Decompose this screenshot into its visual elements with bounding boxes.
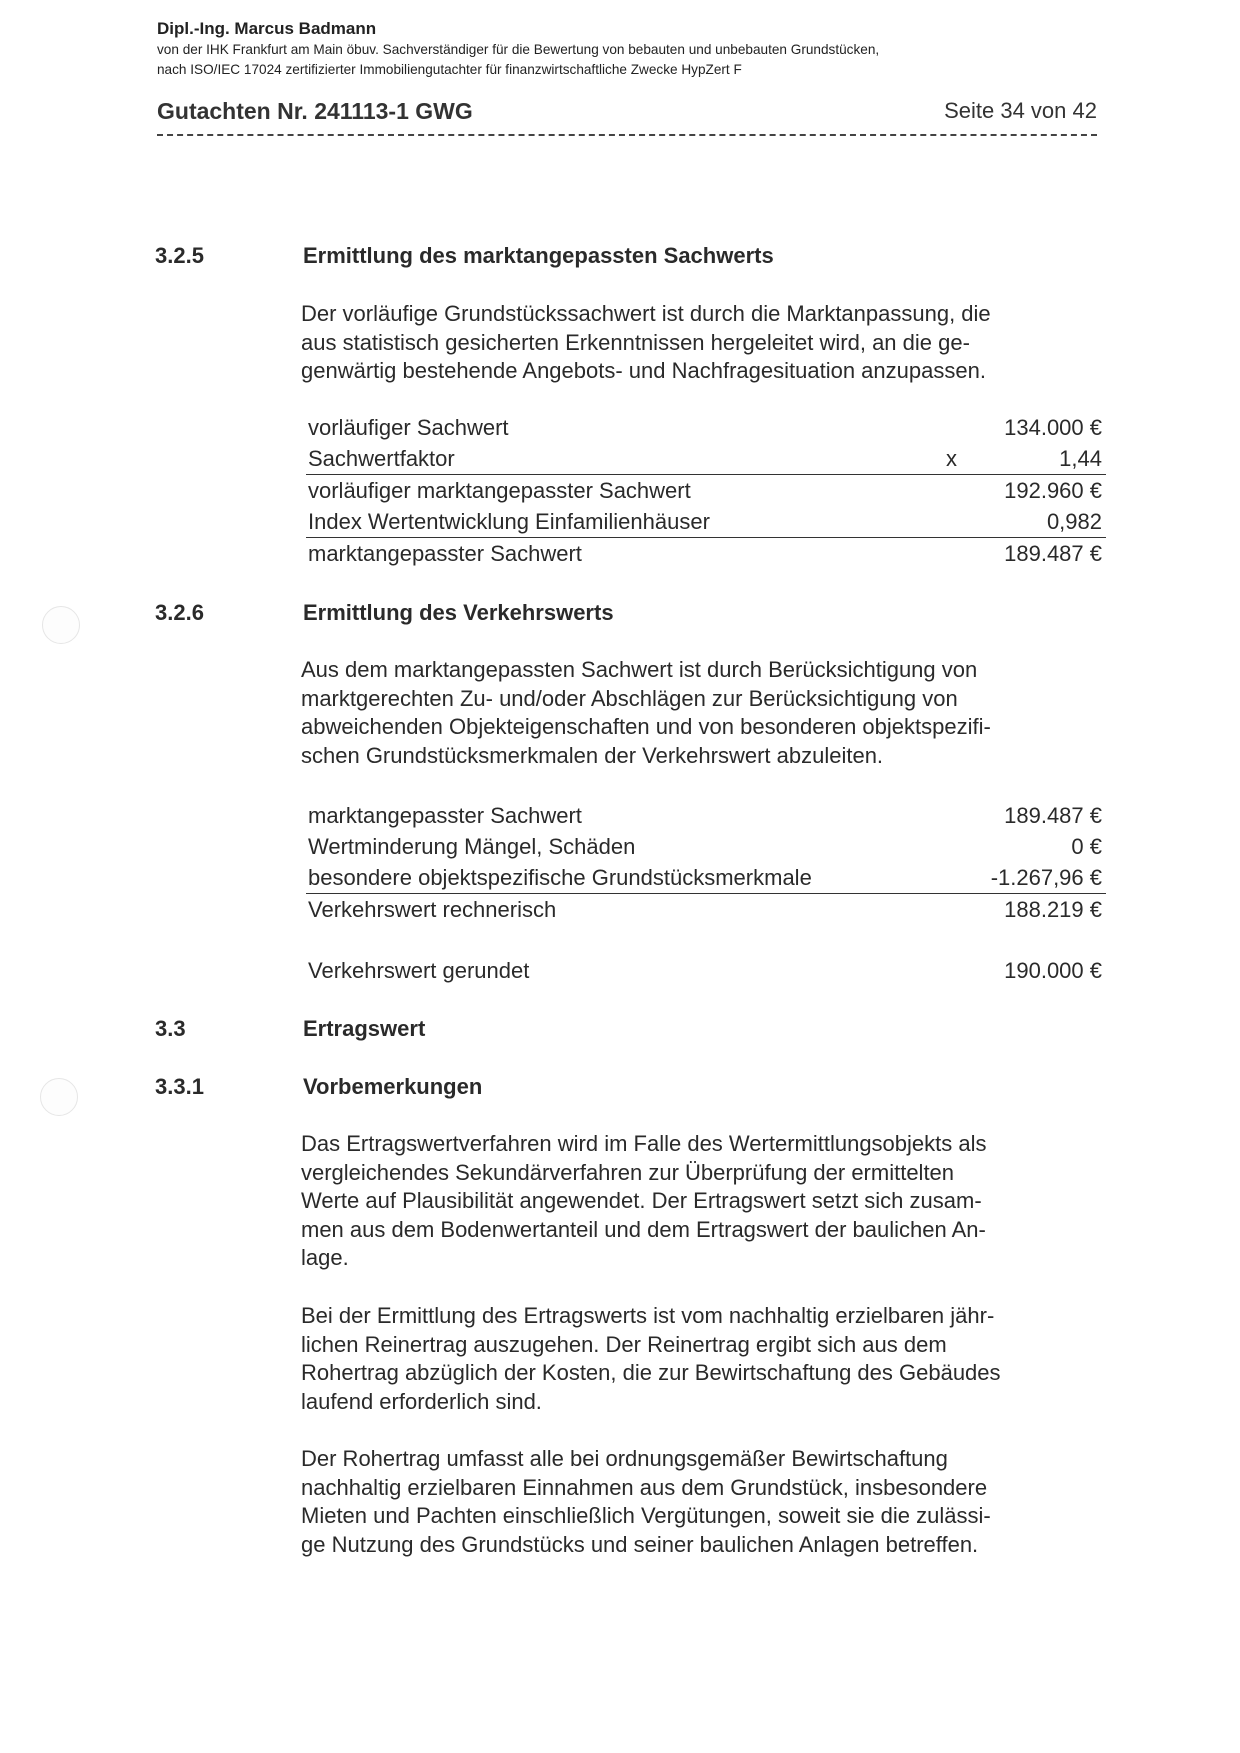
paragraph-325 <box>301 300 1101 386</box>
row-label: vorläufiger Sachwert <box>308 415 509 440</box>
author-name: Dipl.-Ing. Marcus Badmann <box>157 19 377 38</box>
row-label: vorläufiger marktangepasster Sachwert <box>308 478 691 503</box>
paragraph-line: lichen Reinertrag auszugehen. Der Reinertrag ergibt sich aus dem <box>301 1331 947 1357</box>
paragraph-line: Aus dem marktangepassten Sachwert ist durch Berücksichtigung von <box>301 657 978 682</box>
punch-hole-top <box>42 606 80 644</box>
row-value: 190.000 € <box>1004 958 1102 983</box>
row-label: Index Wertentwicklung Einfamilienhäuser <box>308 509 710 534</box>
table-row <box>306 955 1106 986</box>
credential-line-2: nach ISO/IEC 17024 zertifizierter Immobiliengutachter für finanzwirtschaftliche Zwecke HypZert F <box>157 62 742 77</box>
page-number: Seite 34 von 42 <box>944 98 1097 123</box>
market-value-table <box>306 412 1106 569</box>
paragraph-line: Mieten und Pachten einschließlich Vergütungen, soweit sie die zulässi- <box>301 1503 991 1528</box>
row-label: Sachwertfaktor <box>308 446 455 471</box>
paragraph-line: Der vorläufige Grundstückssachwert ist durch die Marktanpassung, die <box>301 301 991 326</box>
table-row <box>306 831 1106 862</box>
paragraph-line: laufend erforderlich sind. <box>301 1388 542 1414</box>
table-row <box>306 475 1106 506</box>
paragraph-line: schen Grundstücksmerkmalen der Verkehrswert abzuleiten. <box>301 742 884 768</box>
table-row <box>306 443 1106 475</box>
paragraph-line: vergleichendes Sekundärverfahren zur Überprüfung der ermittelten <box>301 1159 955 1185</box>
paragraph-line: ge Nutzung des Grundstücks und seiner baulichen Anlagen betreffen. <box>301 1531 979 1557</box>
table-row <box>306 862 1106 894</box>
document-title: Gutachten Nr. 241113-1 GWG <box>157 98 473 124</box>
row-value: 188.219 € <box>1004 897 1102 922</box>
paragraph-line: genwärtig bestehende Angebots- und Nachfragesituation anzupassen. <box>301 358 986 383</box>
paragraph-line: lage. <box>301 1245 349 1270</box>
row-operator: x <box>946 446 957 471</box>
section-number-331: 3.3.1 <box>155 1074 204 1099</box>
section-number-326: 3.2.6 <box>155 600 204 625</box>
paragraph-line: Rohertrag abzüglich der Kosten, die zur Bewirtschaftung des Gebäudes <box>301 1360 1001 1385</box>
section-title-326: Ermittlung des Verkehrswerts <box>303 600 614 625</box>
table-row <box>306 538 1106 569</box>
credential-line-1: von der IHK Frankfurt am Main öbuv. Sachverständiger für die Bewertung von bebauten und unbebauten Grundstücken, <box>157 42 880 57</box>
paragraph-line: Der Rohertrag umfasst alle bei ordnungsgemäßer Bewirtschaftung <box>301 1446 948 1471</box>
paragraph-line: aus statistisch gesicherten Erkenntnissen hergeleitet wird, an die ge- <box>301 329 970 355</box>
row-label: marktangepasster Sachwert <box>308 541 582 566</box>
table-row <box>306 894 1106 925</box>
document-title-bar <box>157 98 1097 128</box>
paragraph-line: nachhaltig erzielbaren Einnahmen aus dem Grundstück, insbesondere <box>301 1474 988 1500</box>
row-value: 0 € <box>1071 834 1102 859</box>
paragraph-331-1 <box>301 1130 1101 1273</box>
paragraph-331-2 <box>301 1302 1101 1416</box>
row-value: -1.267,96 € <box>990 865 1102 890</box>
paragraph-line: marktgerechten Zu- und/oder Abschlägen zur Berücksichtigung von <box>301 685 958 711</box>
row-value: 192.960 € <box>1004 478 1102 503</box>
row-label: besondere objektspezifische Grundstücksmerkmale <box>308 865 812 890</box>
punch-hole-bottom <box>40 1078 78 1116</box>
rounded-value-row <box>306 955 1106 986</box>
row-label: Verkehrswert rechnerisch <box>308 897 557 922</box>
paragraph-line: Bei der Ermittlung des Ertragswerts ist vom nachhaltig erzielbaren jähr- <box>301 1303 995 1328</box>
paragraph-line: Das Ertragswertverfahren wird im Falle des Wertermittlungsobjekts als <box>301 1131 987 1156</box>
row-value: 1,44 <box>1059 446 1102 471</box>
row-value: 134.000 € <box>1004 415 1102 440</box>
letterhead <box>157 18 1097 80</box>
section-title-325: Ermittlung des marktangepassten Sachwerts <box>303 243 774 268</box>
table-row <box>306 800 1106 831</box>
row-value: 189.487 € <box>1004 803 1102 828</box>
section-number-33: 3.3 <box>155 1016 186 1041</box>
table-row <box>306 506 1106 538</box>
market-value-adjustment-table <box>306 800 1106 925</box>
paragraph-line: men aus dem Bodenwertanteil und dem Ertragswert der baulichen An- <box>301 1216 986 1242</box>
row-label: marktangepasster Sachwert <box>308 803 582 828</box>
row-label: Wertminderung Mängel, Schäden <box>308 834 636 859</box>
section-title-33: Ertragswert <box>303 1016 426 1041</box>
header-divider <box>157 134 1097 136</box>
paragraph-326 <box>301 656 1101 770</box>
paragraph-331-3 <box>301 1445 1101 1559</box>
paragraph-line: abweichenden Objekteigenschaften und von besonderen objektspezifi- <box>301 714 991 739</box>
row-label: Verkehrswert gerundet <box>308 958 530 983</box>
table-row <box>306 412 1106 443</box>
section-title-331: Vorbemerkungen <box>303 1074 483 1099</box>
row-value: 0,982 <box>1046 509 1102 534</box>
row-value: 189.487 € <box>1004 541 1102 566</box>
section-number-325: 3.2.5 <box>155 243 204 268</box>
paragraph-line: Werte auf Plausibilität angewendet. Der Ertragswert setzt sich zusam- <box>301 1188 982 1213</box>
